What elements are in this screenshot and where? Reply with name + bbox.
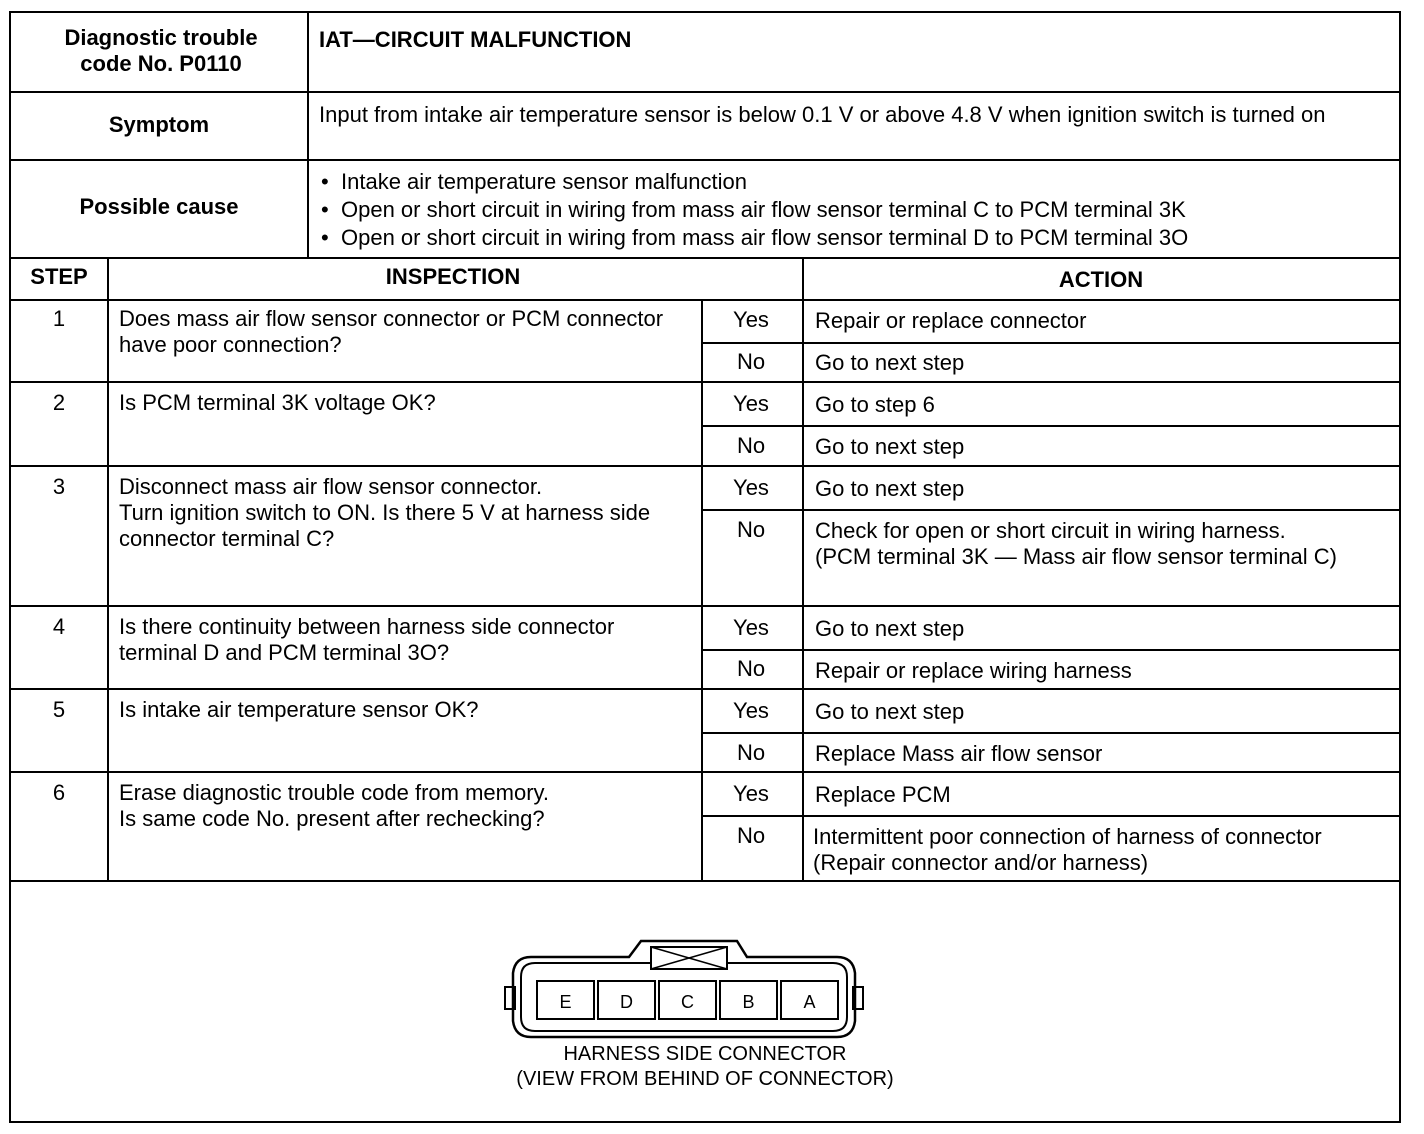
no-label: No: [736, 740, 766, 765]
no-label: No: [736, 433, 766, 458]
harness-connector-diagram: [501, 933, 881, 1043]
connector-caption-line2: (VIEW FROM BEHIND OF CONNECTOR): [516, 1068, 894, 1090]
divider: [11, 880, 1399, 882]
step-number: 4: [52, 614, 66, 639]
divider: [11, 381, 1399, 383]
step-column-header: STEP: [30, 264, 88, 289]
no-label: No: [736, 517, 766, 542]
step-number: 6: [52, 780, 66, 805]
no-action: Go to next step: [815, 434, 965, 459]
divider: [11, 257, 1399, 259]
yes-action: Repair or replace connector: [815, 308, 1087, 333]
no-label: No: [736, 656, 766, 681]
connector-caption-line1: HARNESS SIDE CONNECTOR: [563, 1043, 847, 1065]
divider: [11, 605, 1399, 607]
yes-action: Go to next step: [815, 476, 965, 501]
divider: [701, 299, 703, 882]
terminal-label: E: [559, 992, 572, 1012]
yes-action: Replace PCM: [815, 782, 951, 807]
inspection-question: Is intake air temperature sensor OK?: [119, 697, 479, 722]
inspection-question: Does mass air flow sensor connector or PCM connector have poor connection?: [119, 306, 664, 357]
symptom-label: Symptom: [108, 112, 210, 137]
step-number: 2: [52, 390, 66, 415]
terminal-label: C: [681, 992, 694, 1012]
inspection-question: Erase diagnostic trouble code from memory. Is same code No. present after rechecking?: [119, 780, 549, 831]
yes-label: Yes: [733, 475, 769, 500]
divider: [11, 771, 1399, 773]
divider: [107, 257, 109, 882]
inspection-question: Is PCM terminal 3K voltage OK?: [119, 390, 436, 415]
terminal-label: B: [742, 992, 755, 1012]
no-label: No: [736, 823, 766, 848]
divider: [703, 649, 1399, 651]
no-action: Repair or replace wiring harness: [815, 658, 1132, 683]
no-action: Check for open or short circuit in wiring harness. (PCM terminal 3K — Mass air flow sensor terminal C): [815, 518, 1338, 569]
no-label: No: [736, 349, 766, 374]
diagnostic-sheet: [9, 11, 1401, 1123]
step-number: 5: [52, 697, 66, 722]
divider: [703, 342, 1399, 344]
dtc-label: Diagnostic trouble code No. P0110: [64, 25, 258, 76]
terminal-label: D: [620, 992, 633, 1012]
yes-label: Yes: [733, 698, 769, 723]
divider: [11, 159, 1399, 161]
yes-label: Yes: [733, 307, 769, 332]
divider: [703, 425, 1399, 427]
cause-item: • Intake air temperature sensor malfunction: [319, 168, 1389, 196]
possible-cause-label: Possible cause: [79, 194, 239, 219]
divider: [11, 299, 1399, 301]
yes-label: Yes: [733, 615, 769, 640]
divider: [11, 91, 1399, 93]
divider: [802, 257, 804, 882]
cause-item: • Open or short circuit in wiring from mass air flow sensor terminal C to PCM terminal 3K: [319, 196, 1389, 224]
divider: [11, 688, 1399, 690]
symptom-text: Input from intake air temperature sensor is below 0.1 V or above 4.8 V when ignition switch is turned on: [319, 102, 1326, 127]
inspection-question: Is there continuity between harness side connector terminal D and PCM terminal 3O?: [119, 614, 615, 665]
dtc-title: IAT—CIRCUIT MALFUNCTION: [319, 27, 632, 52]
yes-action: Go to step 6: [815, 392, 935, 417]
divider: [307, 13, 309, 259]
yes-action: Go to next step: [815, 616, 965, 641]
inspection-question: Disconnect mass air flow sensor connector. Turn ignition switch to ON. Is there 5 V at harness side connector terminal C?: [119, 474, 651, 551]
yes-label: Yes: [733, 391, 769, 416]
no-action: Replace Mass air flow sensor: [815, 741, 1103, 766]
yes-label: Yes: [733, 781, 769, 806]
no-action: Intermittent poor connection of harness of connector (Repair connector and/or harness): [813, 824, 1322, 875]
divider: [11, 465, 1399, 467]
no-action: Go to next step: [815, 350, 965, 375]
terminal-label: A: [803, 992, 816, 1012]
divider: [703, 815, 1399, 817]
yes-action: Go to next step: [815, 699, 965, 724]
step-number: 1: [52, 306, 66, 331]
divider: [703, 509, 1399, 511]
action-column-header: ACTION: [1058, 267, 1144, 292]
divider: [703, 732, 1399, 734]
cause-item: • Open or short circuit in wiring from mass air flow sensor terminal D to PCM terminal 3O: [319, 224, 1389, 252]
step-number: 3: [52, 474, 66, 499]
possible-cause-list: [319, 168, 1389, 252]
inspection-column-header: INSPECTION: [385, 264, 521, 289]
